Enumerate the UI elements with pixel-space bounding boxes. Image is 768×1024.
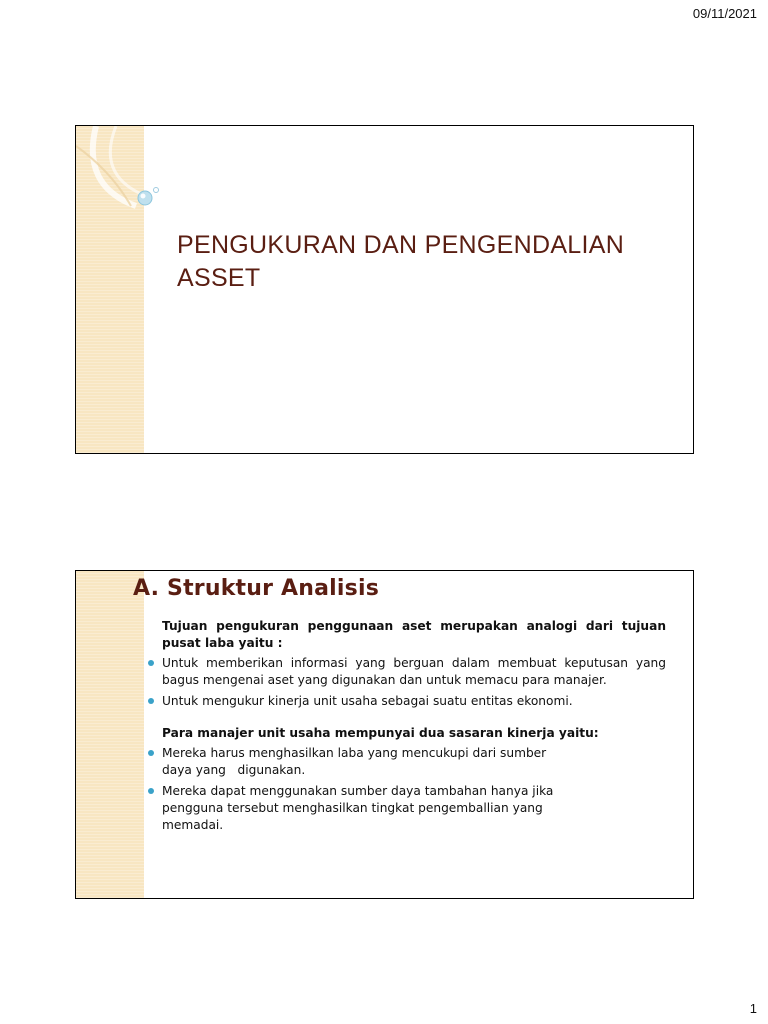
list-item-text: Untuk memberikan informasi yang berguan dalam membuat keputusan yang bagus mengenai aset yang digunakan dan untuk memacu para manajer. (162, 656, 666, 687)
bullet-icon (148, 788, 154, 794)
content-slide (75, 570, 694, 899)
list-item (146, 783, 666, 834)
bullet-icon (148, 750, 154, 756)
bullet-icon (148, 698, 154, 704)
print-date: 09/11/2021 (692, 6, 757, 21)
bullet-icon (148, 660, 154, 666)
list-item (146, 693, 666, 710)
slide-content (146, 618, 666, 838)
slide-title-line-2: ASSET (177, 264, 261, 292)
slide-title (177, 229, 677, 295)
page-number: 1 (749, 1001, 757, 1016)
list-item-text: Mereka harus menghasilkan laba yang mencukupi dari sumber daya yang digunakan. (162, 746, 547, 777)
list-item-text: Untuk mengukur kinerja unit usaha sebagai suatu entitas ekonomi. (162, 694, 573, 708)
lead-paragraph-2: Para manajer unit usaha mempunyai dua sasaran kinerja yaitu: (162, 726, 599, 740)
list-item (146, 655, 666, 689)
list-item-text: Mereka dapat menggunakan sumber daya tambahan hanya jika pengguna tersebut menghasilkan tingkat pengemballian yang memadai. (162, 784, 554, 832)
slide-side-band (76, 571, 144, 898)
section-heading: A. Struktur Analisis (133, 576, 379, 601)
bullet-list-1 (146, 655, 666, 710)
list-item (146, 745, 666, 779)
lead-paragraph-1: Tujuan pengukuran penggunaan aset merupakan analogi dari tujuan pusat laba yaitu : (162, 619, 666, 650)
title-slide (75, 125, 694, 454)
bullet-list-2 (146, 745, 666, 834)
slide-title-line-1: PENGUKURAN DAN PENGENDALIAN (177, 231, 625, 259)
